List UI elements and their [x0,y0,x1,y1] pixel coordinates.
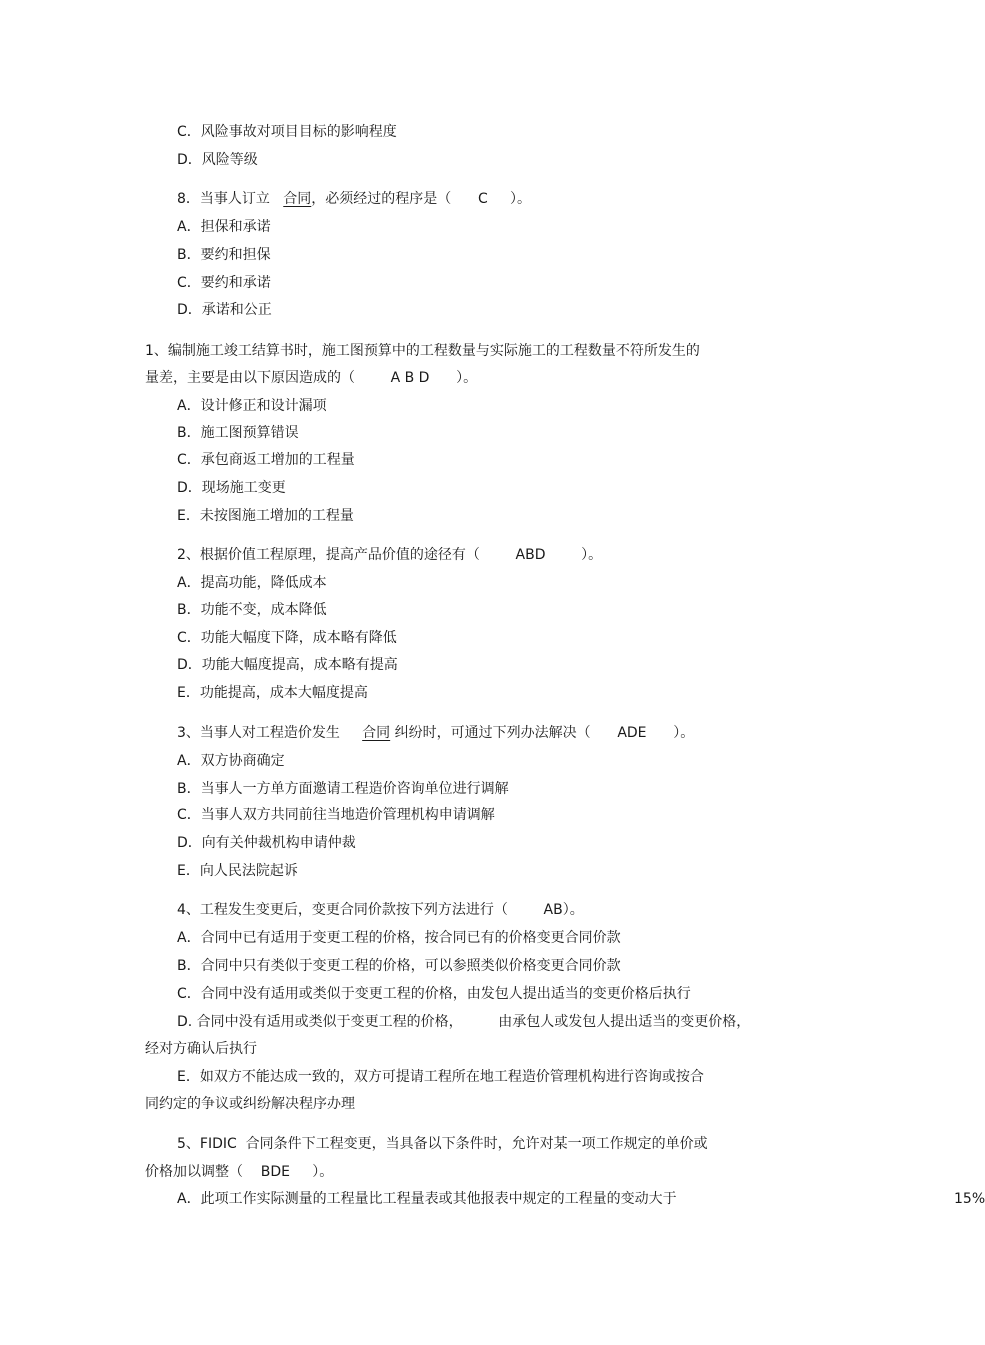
text-line [145,1040,257,1058]
text-segment: C．要约和承诺 [177,275,271,291]
text-segment: D．向有关仲裁机构申请仲裁 [177,835,356,851]
percentage-value: 15% [954,1191,985,1207]
text-segment: 5、FIDIC 合同条件下工程变更，当具备以下条件时，允许对某一项工作规定的单价或 [177,1136,708,1152]
text-segment: B．当事人一方单方面邀请工程造价咨询单位进行调解 [177,781,509,797]
text-segment: 量差，主要是由以下原因造成的（ A B D ）。 [145,370,478,386]
text-segment: 8．当事人订立 [177,191,284,207]
text-line [177,190,531,208]
text-line [177,1013,750,1031]
text-line [177,806,495,824]
text-segment: 同约定的争议或纠纷解决程序办理 [145,1096,355,1112]
text-line [177,752,285,770]
text-line [177,601,327,619]
text-segment: B．要约和担保 [177,247,271,263]
text-line [177,123,397,141]
text-segment: 纠纷时，可通过下列办法解决（ ADE ）。 [390,725,695,741]
text-segment: D．风险等级 [177,152,258,168]
text-line [177,862,298,880]
text-segment: D. 合同中没有适用或类似于变更工程的价格， 由承包人或发包人提出适当的变更价格， [177,1014,751,1030]
text-segment: E．向人民法院起诉 [177,863,298,879]
text-segment: E．如双方不能达成一致的，双方可提请工程所在地工程造价管理机构进行咨询或按合 [177,1069,704,1085]
text-line [177,151,258,169]
text-line [177,957,621,975]
text-segment: C．风险事故对项目目标的影响程度 [177,124,397,140]
text-segment: C．当事人双方共同前往当地造价管理机构申请调解 [177,807,495,823]
text-segment: D．现场施工变更 [177,480,286,496]
text-line [177,656,398,674]
text-segment: A．此项工作实际测量的工程量比工程量表或其他报表中规定的工程量的变动大于 [177,1191,677,1207]
text-line [177,780,509,798]
text-line [177,1135,708,1153]
text-line [177,246,271,264]
text-segment: 3、当事人对工程造价发生 [177,725,363,741]
text-segment: 1、编制施工竣工结算书时，施工图预算中的工程数量与实际施工的工程数量不符所发生的 [145,343,700,359]
text-segment: C．功能大幅度下降，成本略有降低 [177,630,397,646]
text-line [177,629,397,647]
text-segment: 4、工程发生变更后，变更合同价款按下列方法进行（ AB）。 [177,902,584,918]
text-line [177,274,271,292]
text-segment: D．承诺和公正 [177,302,272,318]
text-line [145,1095,355,1113]
text-line [177,507,354,525]
text-line [145,342,700,360]
text-line [177,901,584,919]
text-line [177,301,272,319]
text-segment: 2、根据价值工程原理，提高产品价值的途径有（ ABD ）。 [177,547,603,563]
text-line [145,369,477,387]
text-line [177,929,621,947]
underlined-term: 合同 [283,191,312,207]
text-line [177,684,368,702]
text-line [177,1068,704,1086]
text-line [177,574,327,592]
text-line [177,1190,985,1208]
text-segment: A．合同中已有适用于变更工程的价格，按合同已有的价格变更合同价款 [177,930,621,946]
text-segment: E．未按图施工增加的工程量 [177,508,354,524]
text-segment: A．担保和承诺 [177,219,271,235]
text-segment: 价格加以调整（ BDE ）。 [145,1164,334,1180]
text-line [177,834,356,852]
text-line [177,424,299,442]
text-segment: A．双方协商确定 [177,753,285,769]
text-line [177,724,694,742]
text-segment: ，必须经过的程序是（ C ）。 [311,191,531,207]
text-line [177,218,271,236]
text-segment: A．提高功能，降低成本 [177,575,327,591]
text-segment: B．施工图预算错误 [177,425,299,441]
text-segment: C．承包商返工增加的工程量 [177,452,355,468]
text-segment: B．功能不变，成本降低 [177,602,327,618]
text-segment: E．功能提高，成本大幅度提高 [177,685,368,701]
text-line [145,1163,333,1181]
text-line [177,479,286,497]
text-segment: D．功能大幅度提高，成本略有提高 [177,657,398,673]
text-line [177,397,327,415]
text-segment: 经对方确认后执行 [145,1041,257,1057]
text-line [177,546,602,564]
underlined-term: 合同 [362,725,391,741]
text-segment: B．合同中只有类似于变更工程的价格，可以参照类似价格变更合同价款 [177,958,621,974]
text-line [177,451,355,469]
text-line [177,985,691,1003]
text-segment: A．设计修正和设计漏项 [177,398,327,414]
text-segment: C．合同中没有适用或类似于变更工程的价格，由发包人提出适当的变更价格后执行 [177,986,691,1002]
